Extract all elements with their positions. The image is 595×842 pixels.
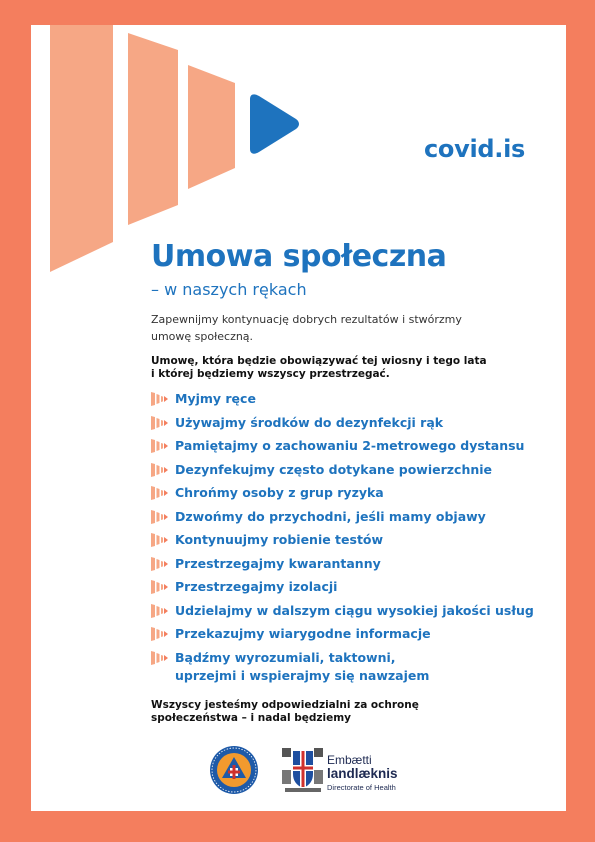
list-item-text: Dezynfekujmy często dotykane powierzchnie [175,461,493,477]
bullet-arrow-icon [151,580,168,594]
list-item-line: uprzejmi i wspierajmy się nawzajem [175,667,430,683]
list-item [151,602,551,626]
list-item-text: Używajmy środków do dezynfekcji rąk [175,414,444,430]
list-item [151,578,551,602]
page-title: Umowa społeczna [151,239,447,274]
bullet-arrow-icon [151,416,168,430]
list-item [151,484,551,508]
list-item-text: Kontynuujmy robienie testów [175,532,384,547]
bullet-arrow-icon [151,439,168,453]
list-item-text: Pamiętajmy o zachowaniu 2-metrowego dystansu [175,438,525,453]
bullet-arrow-icon [151,651,168,665]
list-item-text [175,649,429,685]
list-item-text: Myjmy ręce [175,391,256,406]
list-item-text: Chrońmy osoby z grup ryzyka [175,485,384,500]
commitment-list [151,390,551,694]
list-item [151,649,551,694]
statement-line: i której będziemy wszyscy przestrzegać. [151,368,390,380]
list-item-text: Przestrzegajmy kwarantanny [175,555,381,571]
list-item [151,508,551,532]
directorate-line2: landlæknis [327,766,398,781]
list-item-text: Przekazujmy wiarygodne informacje [175,626,431,641]
page-subtitle: – w naszych rękach [151,280,307,299]
statement-line: Umowę, która będzie obowiązywać tej wiosny i tego lata [151,355,487,367]
directorate-line1: Embætti [327,753,372,767]
decorative-arrow-shapes [31,25,331,275]
list-item-text: Przestrzegajmy izolacji [175,579,338,594]
list-item [151,437,551,461]
civil-protection-emblem [209,745,259,795]
bullet-arrow-icon [151,463,168,477]
brand-url: covid.is [424,135,525,163]
bullet-arrow-icon [151,533,168,547]
closing-text [151,699,501,725]
statement-text [151,355,501,381]
bullet-arrow-icon [151,627,168,641]
play-arrow-icon [250,94,299,153]
closing-line: społeczeństwa – i nadal będziemy [151,712,351,724]
intro-text: Zapewnijmy kontynuację dobrych rezultatów i stwórzmy umowę społeczną. [151,313,462,343]
list-item [151,555,551,579]
list-item [151,625,551,649]
iceland-coat-of-arms [281,744,325,794]
list-item [151,414,551,438]
list-item-text: Dzwońmy do przychodni, jeśli mamy objawy [175,508,486,524]
directorate-line3: Directorate of Health [327,783,396,792]
bullet-arrow-icon [151,604,168,618]
list-item [151,461,551,485]
directorate-of-health-logo [327,754,398,794]
list-item [151,531,551,555]
list-item [151,390,551,414]
list-item-line: Bądźmy wyrozumiali, taktowni, [175,649,396,665]
bullet-arrow-icon [151,557,168,571]
bullet-arrow-icon [151,392,168,406]
bullet-arrow-icon [151,510,168,524]
closing-line: Wszyscy jesteśmy odpowiedzialni za ochronę [151,699,419,711]
list-item-text: Udzielajmy w dalszym ciągu wysokiej jakości usług [175,602,534,618]
bullet-arrow-icon [151,486,168,500]
